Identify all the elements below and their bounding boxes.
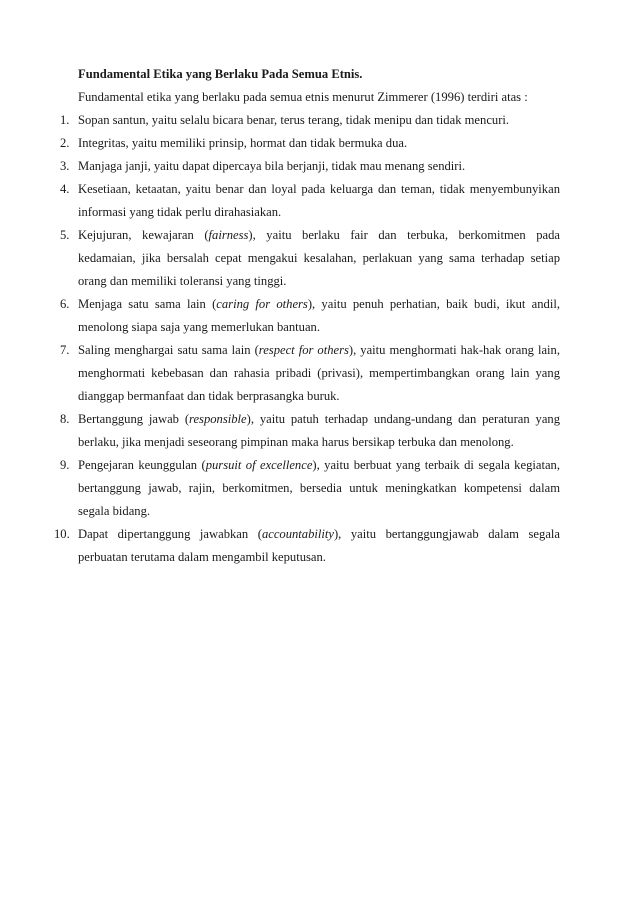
- text-line: [78, 293, 560, 316]
- text-line: [78, 316, 560, 339]
- list-item-number: 7.: [60, 343, 70, 357]
- ethics-list: [54, 109, 560, 569]
- italic-term: pursuit of excellence: [205, 458, 313, 472]
- list-item: [60, 178, 560, 224]
- list-item: [60, 224, 560, 293]
- list-item-number: 2.: [60, 136, 70, 150]
- text-line: [78, 454, 560, 477]
- text-line: [78, 224, 560, 247]
- text-line: [78, 132, 560, 155]
- list-item-number: 1.: [60, 113, 70, 127]
- list-item: [60, 293, 560, 339]
- italic-term: fairness: [208, 228, 249, 242]
- text-segment: Kesetiaan, ketaatan, yaitu benar dan loyal pada keluarga dan teman, tidak menyembunyikan: [78, 182, 560, 196]
- text-segment: Dapat dipertanggung jawabkan (: [78, 527, 262, 541]
- italic-term: responsible: [189, 412, 247, 426]
- text-line: [78, 500, 560, 523]
- list-item-text: [78, 132, 560, 155]
- text-segment: perbuatan terutama dalam mengambil keputusan.: [78, 550, 326, 564]
- list-item-text: [78, 155, 560, 178]
- italic-term: caring for others: [216, 297, 308, 311]
- list-item-number: 4.: [60, 182, 70, 196]
- list-item-text: [78, 293, 560, 339]
- text-line: [78, 523, 560, 546]
- text-segment: informasi yang tidak perlu dirahasiakan.: [78, 205, 282, 219]
- text-segment: dianggap bermanfaat dan tidak berprasangka buruk.: [78, 389, 340, 403]
- text-segment: berlaku, jika menjadi seseorang pimpinan maka harus bersikap terbuka dan menolong.: [78, 435, 514, 449]
- italic-term: respect for others: [258, 343, 349, 357]
- list-item-number: 10.: [54, 527, 70, 541]
- text-segment: Saling menghargai satu sama lain (: [78, 343, 259, 357]
- text-segment: ), yaitu penuh perhatian, baik budi, ikut andil,: [307, 297, 560, 311]
- list-item: [60, 339, 560, 408]
- text-line: [78, 339, 560, 362]
- text-line: [78, 247, 560, 270]
- list-item-text: [78, 454, 560, 523]
- text-segment: Integritas, yaitu memiliki prinsip, hormat dan tidak bermuka dua.: [78, 136, 408, 150]
- text-segment: Kejujuran, kewajaran (: [78, 228, 209, 242]
- list-item-text: [78, 109, 560, 132]
- list-item-text: [78, 224, 560, 293]
- italic-term: accountability: [261, 527, 334, 541]
- text-segment: orang dan memiliki toleransi yang tinggi.: [78, 274, 287, 288]
- text-line: [78, 178, 560, 201]
- list-item: [60, 155, 560, 178]
- text-segment: ), yaitu menghormati hak-hak orang lain,: [348, 343, 560, 357]
- text-line: [78, 362, 560, 385]
- text-segment: Manjaga janji, yaitu dapat dipercaya bila berjanji, tidak mau menang sendiri.: [78, 159, 466, 173]
- text-segment: Pengejaran keunggulan (: [78, 458, 206, 472]
- text-segment: bertanggung jawab, rajin, berkomitmen, bersedia untuk meningkatkan kompetensi dalam: [78, 481, 560, 495]
- list-item-number: 6.: [60, 297, 70, 311]
- list-item: [60, 454, 560, 523]
- list-item: [54, 523, 560, 569]
- list-item-text: [78, 339, 560, 408]
- list-item-text: [78, 178, 560, 224]
- text-line: [78, 201, 560, 224]
- text-line: [78, 109, 560, 132]
- text-segment: ), yaitu berbuat yang terbaik di segala kegiatan,: [312, 458, 560, 472]
- list-item: [60, 408, 560, 454]
- text-line: [78, 477, 560, 500]
- text-segment: menolong siapa saja yang memerlukan bantuan.: [78, 320, 321, 334]
- text-segment: ), yaitu patuh terhadap undang-undang dan peraturan yang: [246, 412, 560, 426]
- text-segment: kedamaian, jika bersalah cepat mengakui kesalahan, perlakuan yang sama terhadap setiap: [78, 251, 560, 265]
- text-segment: Sopan santun, yaitu selalu bicara benar, terus terang, tidak menipu dan tidak mencuri.: [78, 113, 510, 127]
- list-item-number: 5.: [60, 228, 70, 242]
- text-segment: Bertanggung jawab (: [78, 412, 190, 426]
- intro-paragraph: Fundamental etika yang berlaku pada semua etnis menurut Zimmerer (1996) terdiri atas :: [78, 90, 528, 104]
- text-line: [78, 155, 560, 178]
- text-line: [78, 270, 560, 293]
- text-segment: Menjaga satu sama lain (: [78, 297, 217, 311]
- document-body: [54, 63, 560, 569]
- text-line: [78, 431, 560, 454]
- list-item: [60, 132, 560, 155]
- list-item-number: 8.: [60, 412, 70, 426]
- list-item: [60, 109, 560, 132]
- text-line: [78, 408, 560, 431]
- text-segment: segala bidang.: [78, 504, 151, 518]
- text-line: [78, 546, 560, 569]
- list-item-number: 9.: [60, 458, 70, 472]
- text-segment: ), yaitu bertanggungjawab dalam segala: [333, 527, 560, 541]
- section-title: Fundamental Etika yang Berlaku Pada Semua Etnis.: [78, 67, 363, 81]
- text-line: [78, 385, 560, 408]
- list-item-text: [78, 523, 560, 569]
- list-item-number: 3.: [60, 159, 70, 173]
- text-segment: menghormati kebebasan dan rahasia pribadi (privasi), mempertimbangkan orang lain yang: [78, 366, 560, 380]
- text-segment: ), yaitu berlaku fair dan terbuka, berkomitmen pada: [248, 228, 560, 242]
- list-item-text: [78, 408, 560, 454]
